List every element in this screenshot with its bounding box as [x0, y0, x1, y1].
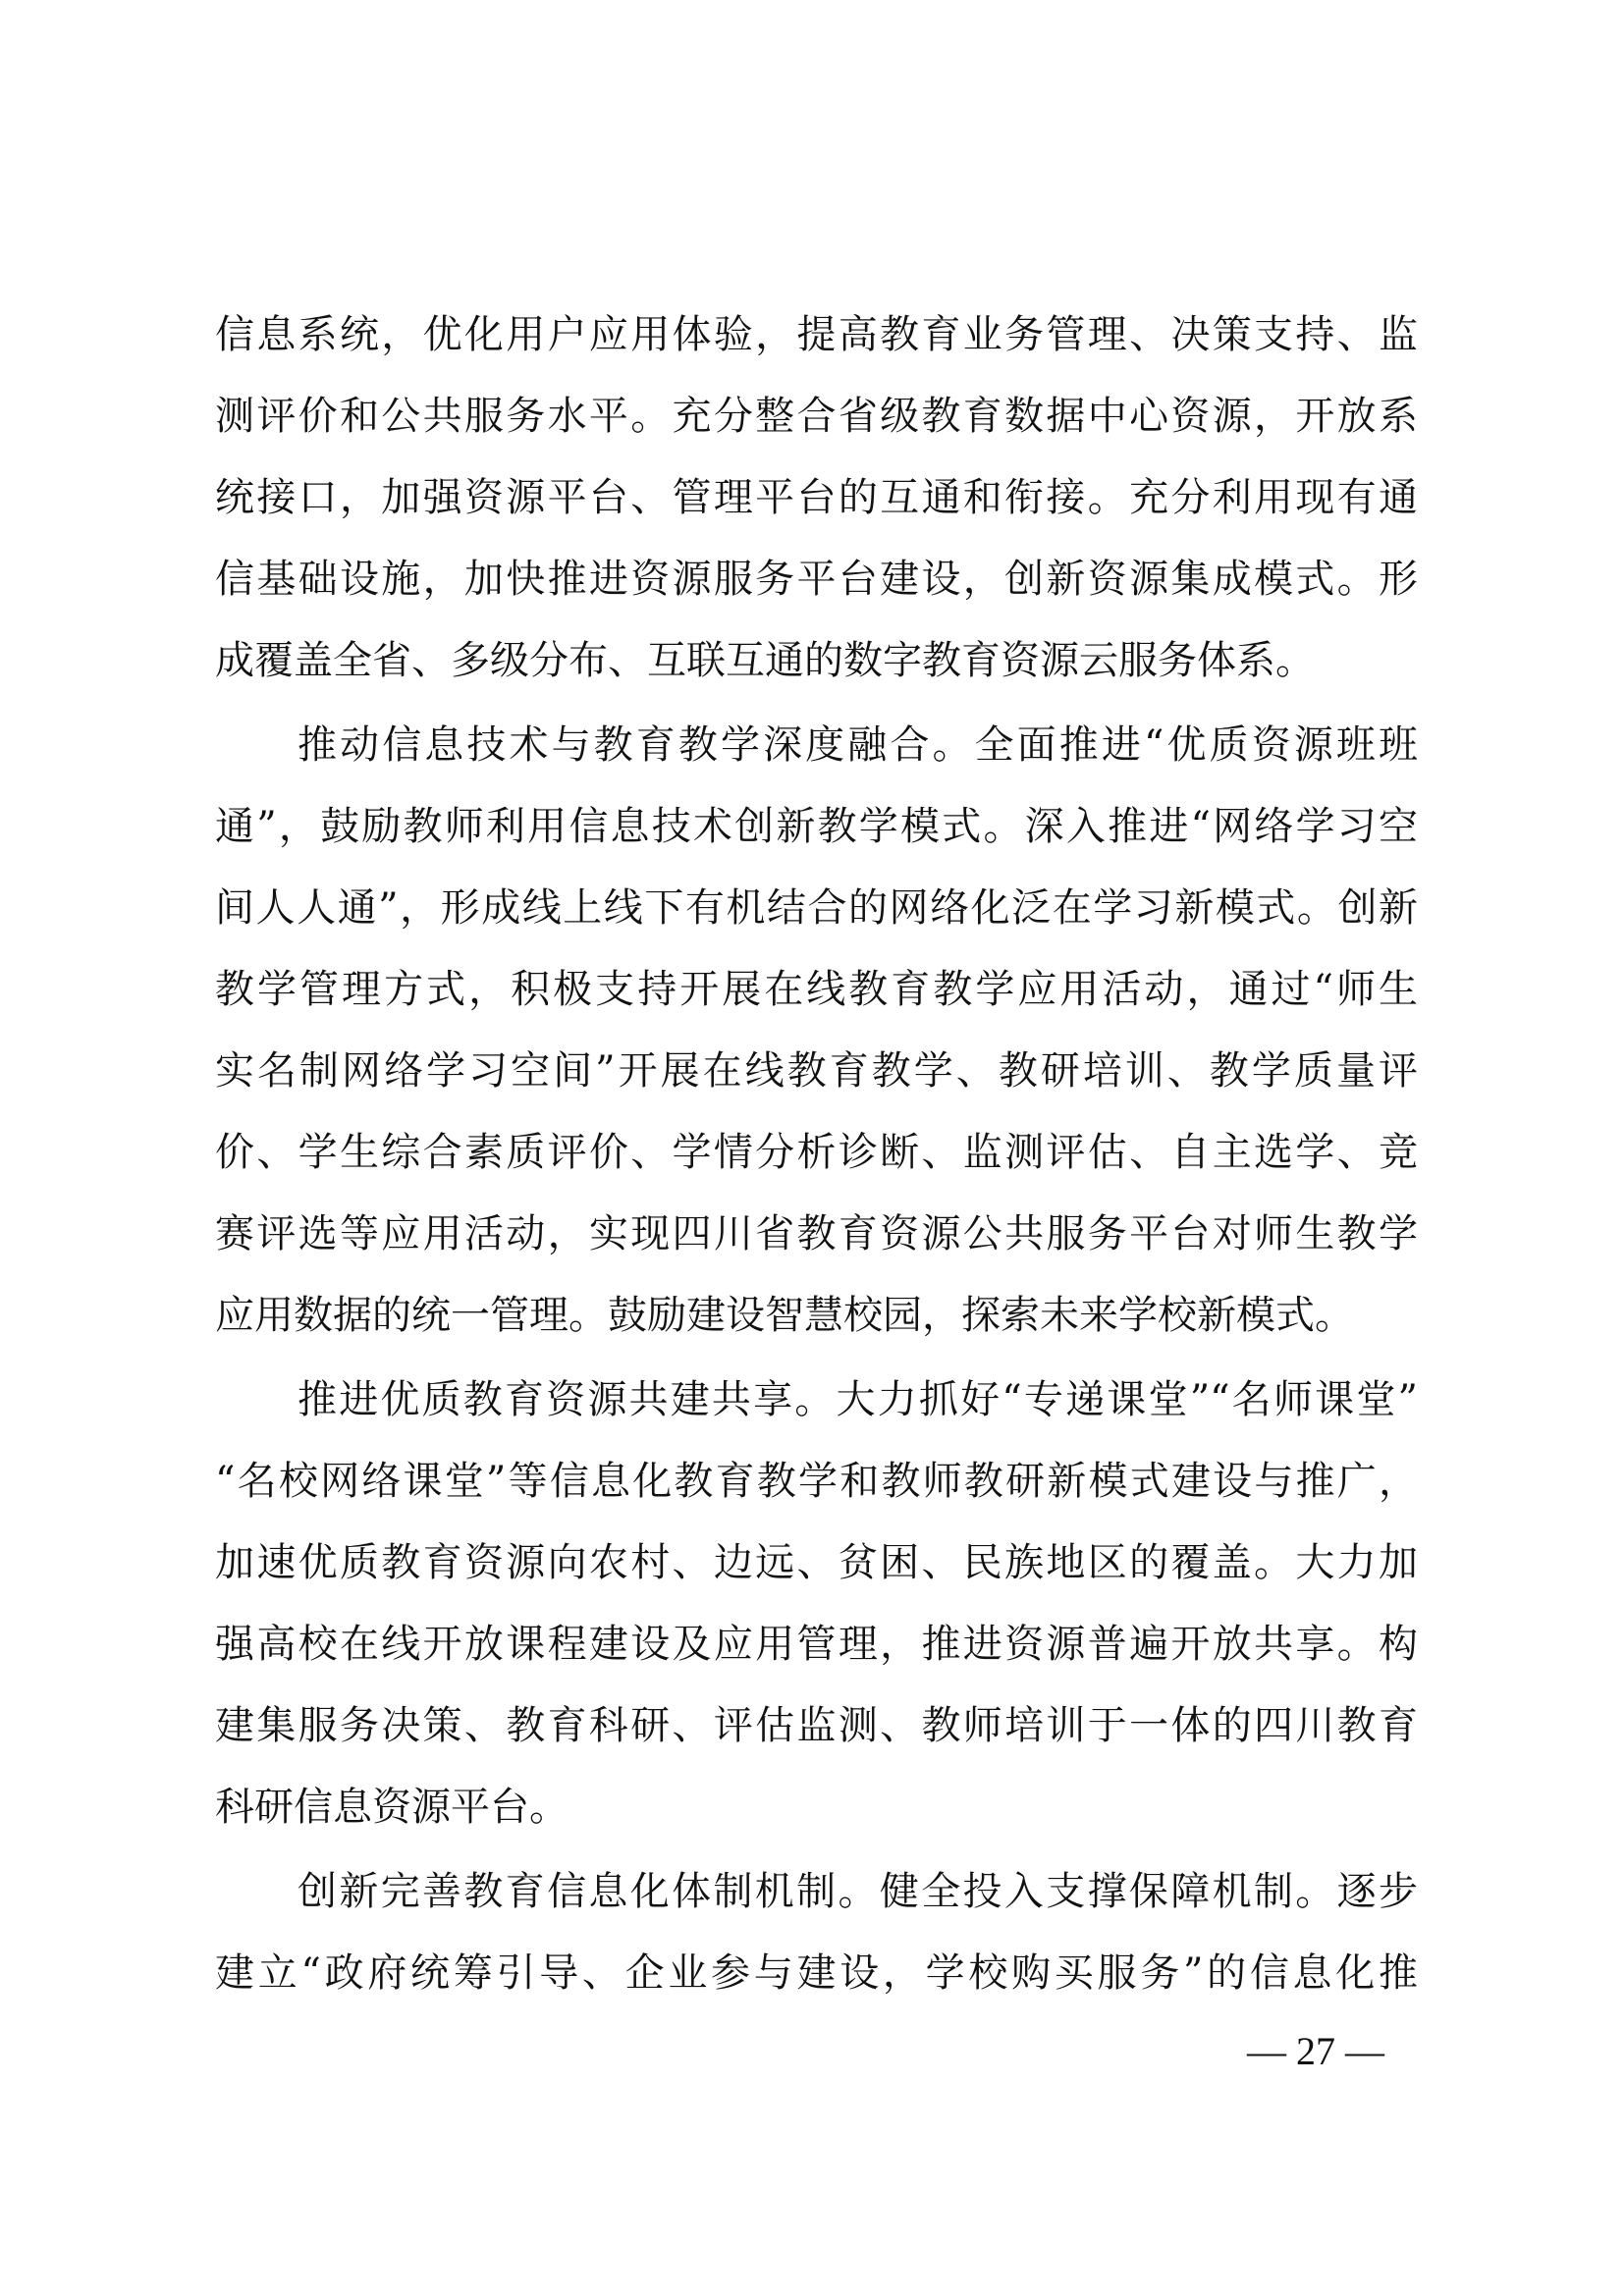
text-line: 测评价和公共服务水平。充分整合省级教育数据中心资源，开放系 [215, 394, 1418, 439]
page-number: — 27 — [1247, 2029, 1384, 2073]
body-text [215, 294, 1418, 2014]
text-line: 成覆盖全省、多级分布、互联互通的数字教育资源云服务体系。 [215, 638, 1315, 683]
text-line: 推进优质教育资源共建共享。大力抓好“专递课堂”“名师课堂” [298, 1377, 1418, 1422]
text-line: 信基础设施，加快推进资源服务平台建设，创新资源集成模式。形 [215, 557, 1418, 602]
text-line: 科研信息资源平台。 [215, 1785, 568, 1830]
paragraph [215, 1360, 1418, 1848]
text-line: 价、学生综合素质评价、学情分析诊断、监测评估、自主选学、竞 [215, 1130, 1418, 1175]
paragraph [215, 294, 1418, 702]
paragraph [215, 705, 1418, 1357]
text-line: 统接口，加强资源平台、管理平台的互通和衔接。充分利用现有通 [215, 475, 1418, 520]
text-line: 推动信息技术与教育教学深度融合。全面推进“优质资源班班 [298, 722, 1418, 768]
text-line: 间人人通”，形成线上线下有机结合的网络化泛在学习新模式。创新 [215, 885, 1418, 931]
text-line: 赛评选等应用活动，实现四川省教育资源公共服务平台对师生教学 [215, 1211, 1418, 1256]
text-line: 建立“政府统筹引导、企业参与建设，学校购买服务”的信息化推 [215, 1950, 1418, 1996]
text-line: 教学管理方式，积极支持开展在线教育教学应用活动，通过“师生 [215, 967, 1418, 1012]
text-line: 创新完善教育信息化体制机制。健全投入支撑保障机制。逐步 [298, 1869, 1418, 1914]
paragraph [215, 1851, 1418, 2014]
text-line: 实名制网络学习空间”开展在线教育教学、教研培训、教学质量评 [215, 1048, 1418, 1094]
text-line: 加速优质教育资源向农村、边远、贫困、民族地区的覆盖。大力加 [215, 1540, 1418, 1585]
text-line: 应用数据的统一管理。鼓励建设智慧校园，探索未来学校新模式。 [215, 1293, 1354, 1338]
text-line: “名校网络课堂”等信息化教育教学和教师教研新模式建设与推广， [215, 1459, 1418, 1504]
text-line: 强高校在线开放课程建设及应用管理，推进资源普遍开放共享。构 [215, 1622, 1418, 1667]
text-line: 通”，鼓励教师利用信息技术创新教学模式。深入推进“网络学习空 [215, 804, 1418, 849]
text-line: 建集服务决策、教育科研、评估监测、教师培训于一体的四川教育 [215, 1703, 1418, 1748]
text-line: 信息系统，优化用户应用体验，提高教育业务管理、决策支持、监 [215, 312, 1418, 357]
